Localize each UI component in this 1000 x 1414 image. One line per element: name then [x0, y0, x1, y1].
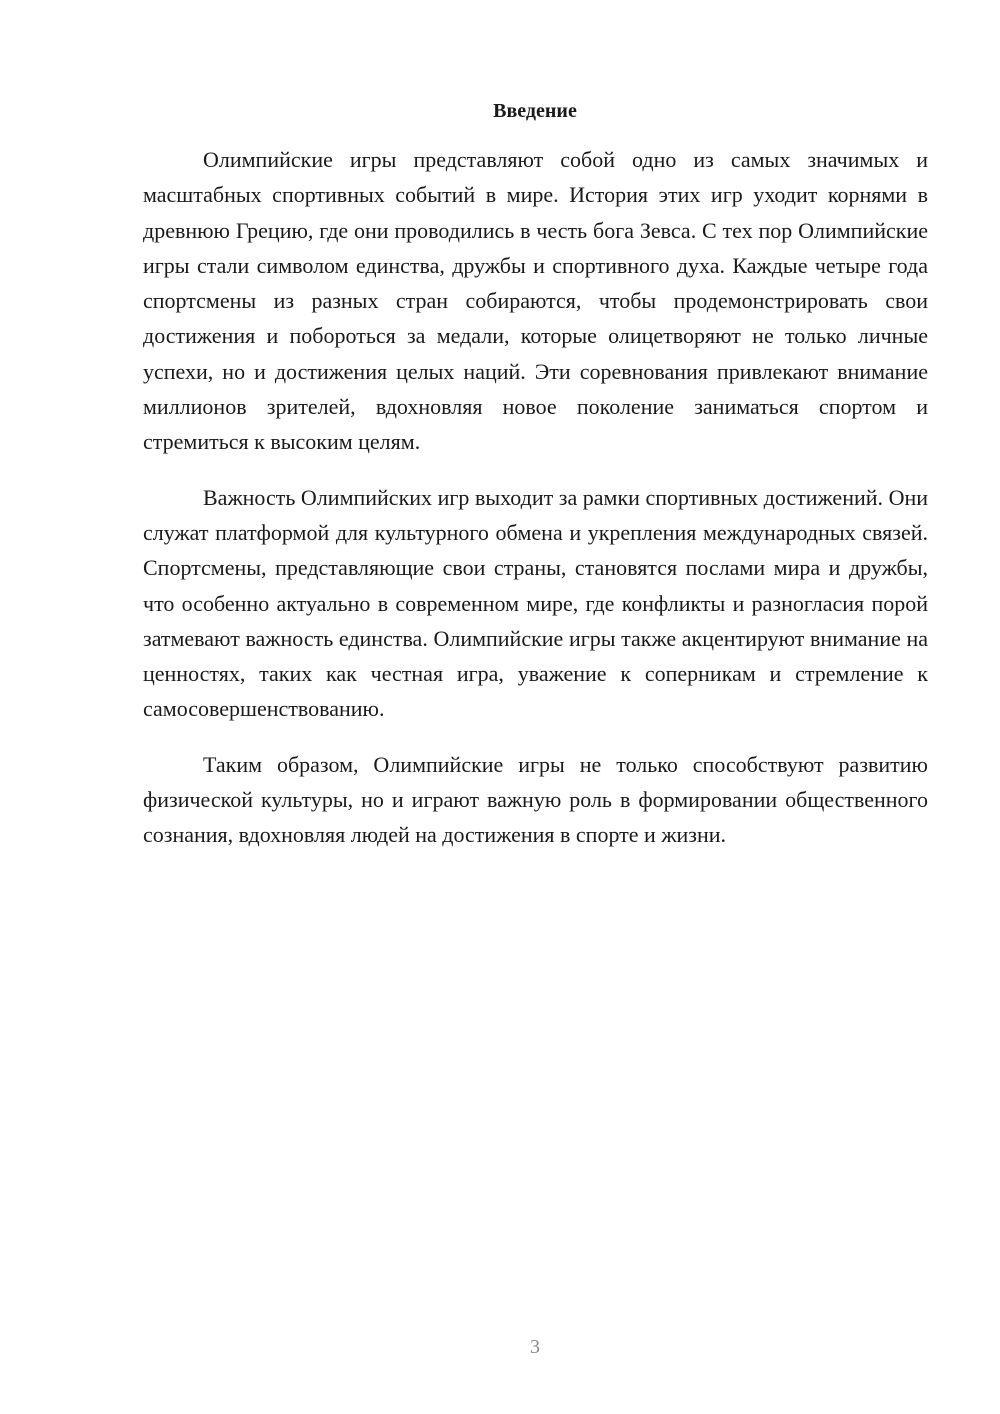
page-number: 3: [530, 1336, 540, 1358]
paragraph-1: Олимпийские игры представляют собой одно из самых значимых и масштабных спортивных событий в мире. История этих игр уходит корнями в древнюю Грецию, где они проводились в честь бога Зевса. С тех пор Олимпийские игры стали символом единства, дружбы и спортивного духа. Каждые четыре года спортсмены из разных стран собираются, чтобы продемонстрировать свои достижения и побороться за медали, которые олицетворяют не только личные успехи, но и достижения целых наций. Эти соревнования привлекают внимание миллионов зрителей, вдохновляя новое поколение заниматься спортом и стремиться к высоким целям.: [143, 147, 928, 455]
section-heading: Введение: [493, 100, 577, 122]
body-text: [143, 142, 928, 873]
paragraph-3: Таким образом, Олимпийские игры не только способствуют развитию физической культуры, но и играют важную роль в формировании общественного сознания, вдохновляя людей на достижения в спорте и жизни.: [143, 751, 928, 848]
paragraph-2: Важность Олимпийских игр выходит за рамки спортивных достижений. Они служат платформой для культурного обмена и укрепления международных связей. Спортсмены, представляющие свои страны, становятся послами мира и дружбы, что особенно актуально в современном мире, где конфликты и разногласия порой затмевают важность единства. Олимпийские игры также акцентируют внимание на ценностях, таких как честная игра, уважение к соперникам и стремление к самосовершенствованию.: [143, 484, 928, 722]
